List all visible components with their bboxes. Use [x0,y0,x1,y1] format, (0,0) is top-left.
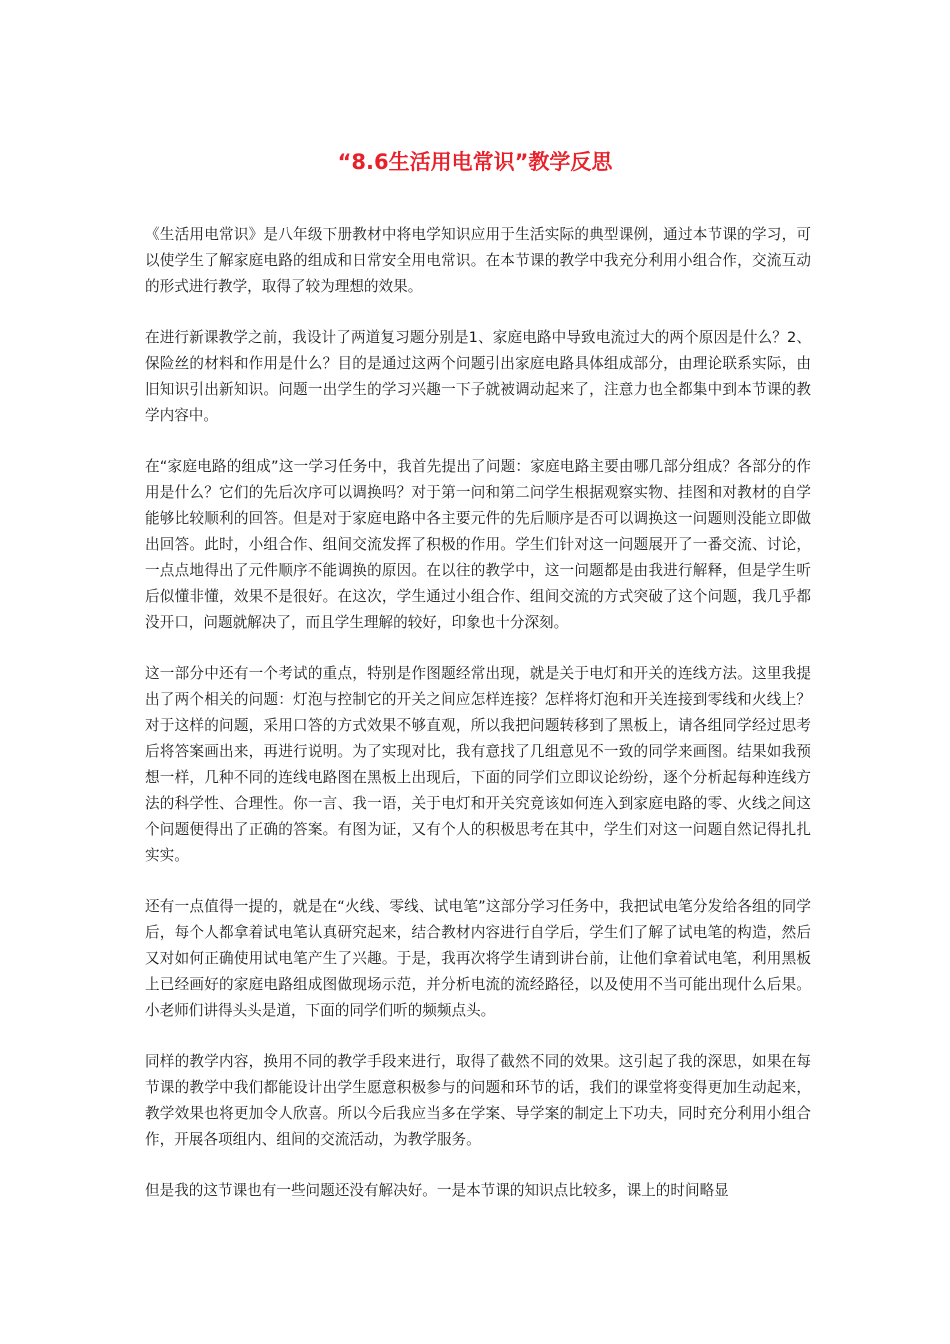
document-title: “8.6生活用电常识”教学反思 [337,150,613,174]
paragraph: 在“家庭电路的组成”这一学习任务中，我首先提出了问题：家庭电路主要由哪几部分组成？各部分的作用是什么？它们的先后次序可以调换吗？对于第一问和第二问学生根据观察实物、挂图和对教材的自学能够比较顺利的回答。但是对于家庭电路中各主要元件的先后顺序是否可以调换这一问题则没能立即做出回答。此时，小组合作、组间交流发挥了积极的作用。学生们针对这一问题展开了一番交流、讨论，一点点地得出了元件顺序不能调换的原因。在以往的教学中，这一问题都是由我进行解释，但是学生听后似懂非懂，效果不是很好。在这次，学生通过小组合作、组间交流的方式突破了这个问题，我几乎都没开口，问题就解决了，而且学生理解的较好，印象也十分深刻。 [145,458,811,631]
paragraph: 但是我的这节课也有一些问题还没有解决好。一是本节课的知识点比较多，课上的时间略显 [145,1182,729,1199]
paragraph: 在进行新课教学之前，我设计了两道复习题分别是1、家庭电路中导致电流过大的两个原因是什么？2、保险丝的材料和作用是什么？目的是通过这两个问题引出家庭电路具体组成部分，由理论联系实际，由旧知识引出新知识。问题一出学生的学习兴趣一下子就被调动起来了，注意力也全都集中到本节课的教学内容中。 [145,329,811,424]
paragraph: 《生活用电常识》是八年级下册教材中将电学知识应用于生活实际的典型课例，通过本节课的学习，可以使学生了解家庭电路的组成和日常安全用电常识。在本节课的教学中我充分利用小组合作，交流互动的形式进行教学，取得了较为理想的效果。 [145,226,811,295]
paragraph: 还有一点值得一提的，就是在“火线、零线、试电笔”这部分学习任务中，我把试电笔分发给各组的同学后，每个人都拿着试电笔认真研究起来，结合教材内容进行自学后，学生们了解了试电笔的构造，然后又对如何正确使用试电笔产生了兴趣。于是，我再次将学生请到讲台前，让他们拿着试电笔，利用黑板上已经画好的家庭电路组成图做现场示范，并分析电流的流经路径，以及使用不当可能出现什么后果。小老师们讲得头头是道，下面的同学们听的频频点头。 [145,898,811,1019]
document-body [145,222,811,1229]
paragraph: 同样的教学内容，换用不同的教学手段来进行，取得了截然不同的效果。这引起了我的深思，如果在每节课的教学中我们都能设计出学生愿意积极参与的问题和环节的话，我们的课堂将变得更加生动起来，教学效果也将更加令人欣喜。所以今后我应当多在学案、导学案的制定上下功夫，同时充分利用小组合作，开展各项组内、组间的交流活动，为教学服务。 [145,1053,811,1148]
paragraph: 这一部分中还有一个考试的重点，特别是作图题经常出现，就是关于电灯和开关的连线方法。这里我提出了两个相关的问题：灯泡与控制它的开关之间应怎样连接？怎样将灯泡和开关连接到零线和火线上？对于这样的问题，采用口答的方式效果不够直观，所以我把问题转移到了黑板上，请各组同学经过思考后将答案画出来，再进行说明。为了实现对比，我有意找了几组意见不一致的同学来画图。结果如我预想一样，几种不同的连线电路图在黑板上出现后，下面的同学们立即议论纷纷，逐个分析起每种连线方法的科学性、合理性。你一言、我一语，关于电灯和开关究竟该如何连入到家庭电路的零、火线之间这个问题便得出了正确的答案。有图为证，又有个人的积极思考在其中，学生们对这一问题自然记得扎扎实实。 [145,665,811,864]
